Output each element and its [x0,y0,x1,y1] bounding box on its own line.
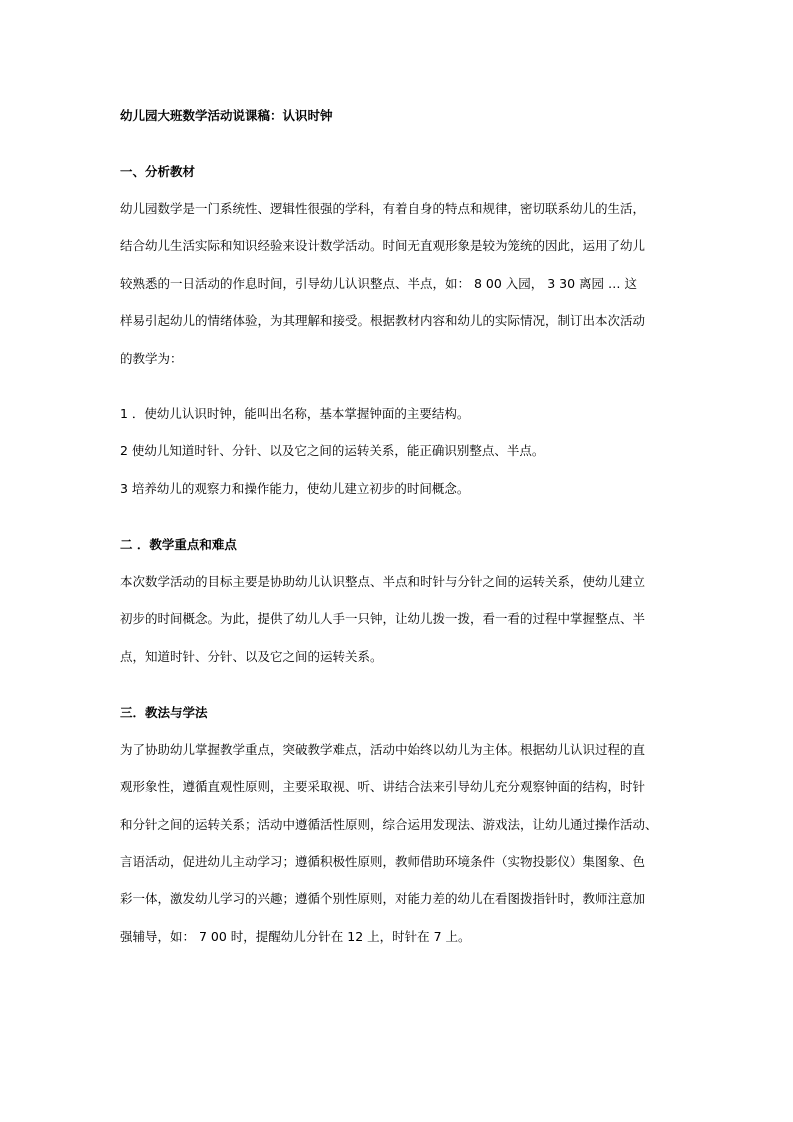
section-heading: 一、分析教材 [120,164,196,179]
paragraph-line: 彩一体，激发幼儿学习的兴趣；遵循个别性原则，对能力差的幼儿在看图拨指针时，教师注意加 [120,891,646,906]
paragraph-line: 和分针之间的运转关系；活动中遵循活性原则，综合运用发现法、游戏法，让幼儿通过操作活动、 [120,817,658,832]
paragraph-line: 点，知道时针、分针、以及它之间的运转关系。 [120,649,383,664]
paragraph-line: 观形象性，遵循直观性原则，主要采取视、听、讲结合法来引导幼儿充分观察钟面的结构，时针 [120,779,646,794]
paragraph-line: 初步的时间概念。为此，提供了幼儿人手一只钟，让幼儿拨一拨，看一看的过程中掌握整点、半 [120,611,646,626]
paragraph-line: 言语活动，促进幼儿主动学习；遵循积极性原则，教师借助环境条件（实物投影仪）集图象、色 [120,854,646,869]
document-title: 幼儿园大班数学活动说课稿：认识时钟 [120,108,333,123]
section-heading: 三．教法与学法 [120,705,208,720]
paragraph-line: 样易引起幼儿的情绪体验，为其理解和接受。根据教材内容和幼儿的实际情况，制订出本次活动 [120,313,646,328]
list-item: 1 ．使幼儿认识时钟，能叫出名称，基本掌握钟面的主要结构。 [120,406,470,421]
list-item: 2 使幼儿知道时针、分针、以及它之间的运转关系，能正确识别整点、半点。 [120,443,545,458]
paragraph-line: 较熟悉的一日活动的作息时间，引导幼儿认识整点、半点，如： 8 00 入园， 3 30 离园 … 这 [120,276,638,291]
paragraph-line: 结合幼儿生活实际和知识经验来设计数学活动。时间无直观形象是较为笼统的因此，运用了幼儿 [120,238,646,253]
list-item: 3 培养幼儿的观察力和操作能力，使幼儿建立初步的时间概念。 [120,481,470,496]
paragraph-line: 幼儿园数学是一门系统性、逻辑性很强的学科，有着自身的特点和规律，密切联系幼儿的生活， [120,201,646,216]
paragraph-line: 强辅导，如： 7 00 时，提醒幼儿分针在 12 上，时针在 7 上。 [120,929,471,944]
paragraph-line: 本次数学活动的目标主要是协助幼儿认识整点、半点和时针与分针之间的运转关系，使幼儿建立 [120,574,646,589]
paragraph-line: 的教学为： [120,351,183,366]
section-heading: 二 ．教学重点和难点 [120,537,237,552]
paragraph-line: 为了协助幼儿掌握教学重点，突破教学难点，活动中始终以幼儿为主体。根据幼儿认识过程的直 [120,742,646,757]
